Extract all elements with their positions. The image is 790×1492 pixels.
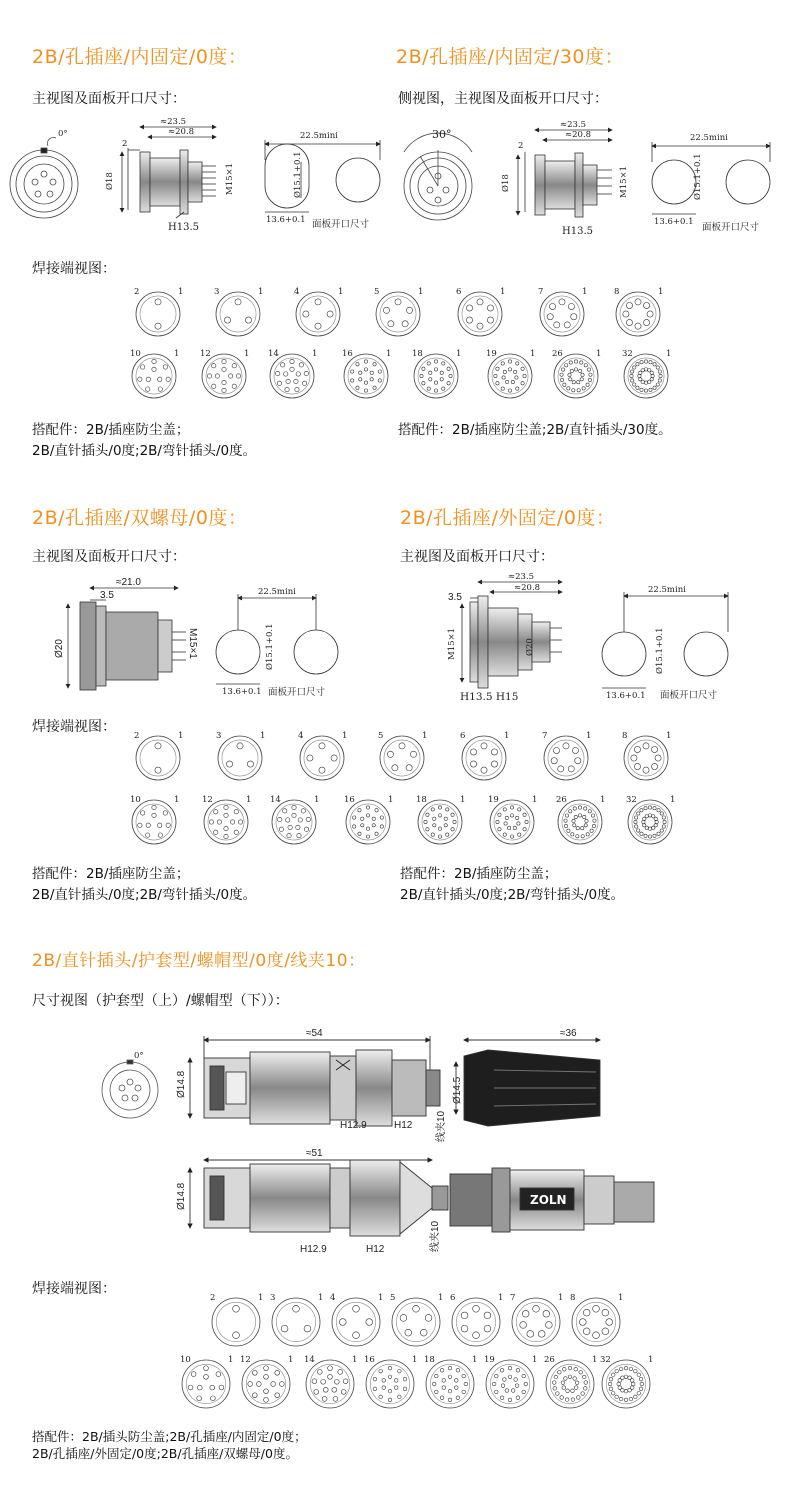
solder-outline-r3b-12 (242, 1360, 290, 1408)
angle-label-0-plug: 0° (134, 1051, 144, 1061)
brand-logo: ZOLN (530, 1193, 567, 1207)
panel-cutout-double-nut (216, 594, 338, 684)
pin-one-label-r2b-19: 1 (532, 795, 538, 805)
side-view-inner-0deg (122, 127, 216, 218)
pin-one-label-r3a-2: 1 (258, 1293, 264, 1303)
dim-2-b: 2 (518, 141, 524, 151)
pin-count-label-r1a-2: 2 (134, 287, 140, 297)
dim-panel-15-1-b: Ø15.1+0.1 (693, 153, 703, 200)
dim-panel-22-5-a: 22.5mini (300, 131, 338, 141)
angle-label-30: 30° (432, 128, 452, 141)
solder-diagram-r1b-26pin (552, 349, 601, 398)
pin-one-label-r3b-12: 1 (288, 1355, 294, 1365)
dim-dia20-b: Ø20 (525, 638, 535, 656)
solder-outline-r3b-19 (486, 1360, 534, 1408)
pin-one-label-r3a-8: 1 (618, 1293, 624, 1303)
section-subtitle-inner-0deg: 主视图及面板开口尺寸： (32, 91, 186, 107)
pin-one-label-r3a-4: 1 (378, 1293, 384, 1303)
pin-one-label-r3b-26: 1 (592, 1355, 598, 1365)
pin-count-label-r1b-26: 26 (552, 349, 563, 359)
pin-count-label-r1a-6: 6 (456, 287, 462, 297)
plug-boot (456, 1040, 600, 1126)
solder-diagram-r3a-6pin (450, 1293, 503, 1346)
dim-dia18-a: Ø18 (105, 172, 115, 190)
dim-51: ≈51 (306, 1148, 323, 1159)
pin-count-label-r2b-18: 18 (416, 795, 427, 805)
pin-one-label-r2b-14: 1 (314, 795, 320, 805)
dim-h13-5-b: H13.5 (562, 226, 593, 237)
solder-diagram-r3b-18pin (424, 1355, 477, 1408)
panel-cutout-outer-0deg (602, 592, 728, 688)
dim-h12-b: H12 (366, 1244, 385, 1255)
dim-m15-d: M15×1 (447, 627, 457, 660)
fittings-outer-0deg-line2: 2B/直针插头/0度;2B/弯针插头/0度。 (400, 887, 625, 903)
dim-dia14-8-a: Ø14.8 (176, 1070, 187, 1098)
pin-one-label-r1b-16: 1 (386, 349, 392, 359)
solder-diagram-r2b-16pin (344, 795, 393, 844)
pin-one-label-r3b-16: 1 (412, 1355, 418, 1365)
solder-diagram-r1b-10pin (130, 349, 179, 398)
solder-diagram-r3b-32pin (600, 1355, 653, 1408)
solder-view-label-1: 焊接端视图： (32, 261, 116, 277)
section-title-inner-30deg: 2B/孔插座/内固定/30度： (396, 46, 625, 68)
pin-count-label-r1b-16: 16 (342, 349, 353, 359)
solder-diagram-r1a-8pin (614, 287, 663, 336)
solder-diagram-r2a-8pin (622, 731, 671, 780)
pin-one-label-r2b-18: 1 (460, 795, 466, 805)
pin-one-label-r3a-3: 1 (318, 1293, 324, 1303)
solder-diagram-r1b-12pin (200, 349, 249, 398)
section-subtitle-inner-30deg: 侧视图，主视图及面板开口尺寸： (398, 91, 608, 107)
pin-one-label-r3a-5: 1 (438, 1293, 444, 1303)
dim-panel-22-5-b: 22.5mini (690, 133, 728, 143)
pin-one-label-r1a-7: 1 (582, 287, 588, 297)
solder-diagram-r1a-5pin (374, 287, 423, 336)
solder-diagram-r2b-26pin (556, 795, 605, 844)
pin-one-label-r1a-6: 1 (500, 287, 506, 297)
solder-diagram-r2b-14pin (270, 795, 319, 844)
dim-2-a: 2 (122, 139, 128, 149)
solder-outline-r1b-16 (344, 354, 388, 398)
dim-3-5-a: 3.5 (100, 590, 114, 601)
pin-count-label-r2a-6: 6 (460, 731, 466, 741)
fittings-plug-line1: 搭配件：2B/插头防尘盖;2B/孔插座/内固定/0度； (32, 1429, 307, 1444)
pin-count-label-r2a-8: 8 (622, 731, 628, 741)
pin-count-label-r2b-16: 16 (344, 795, 355, 805)
solder-diagram-r1b-19pin (486, 349, 535, 398)
pin-count-label-r2b-10: 10 (130, 795, 141, 805)
angle-label-0: 0° (58, 129, 68, 139)
solder-diagram-r3a-5pin (390, 1293, 443, 1346)
pin-one-label-r1b-10: 1 (174, 349, 180, 359)
pin-one-label-r2a-4: 1 (342, 731, 348, 741)
dim-36: ≈36 (560, 1028, 577, 1039)
section-title-outer-0deg: 2B/孔插座/外固定/0度： (400, 507, 616, 529)
pin-count-label-r1a-7: 7 (538, 287, 544, 297)
solder-diagram-r1a-3pin (214, 287, 263, 336)
solder-outline-r2b-14 (272, 800, 316, 844)
pin-one-label-r1a-5: 1 (418, 287, 424, 297)
pin-count-label-r3a-5: 5 (390, 1293, 396, 1303)
dim-23-5-a: ≈23.5 (160, 117, 187, 127)
solder-diagram-r1a-2pin (134, 287, 183, 336)
solder-diagram-r3b-12pin (240, 1355, 293, 1408)
pin-count-label-r3b-10: 10 (180, 1355, 191, 1365)
pin-count-label-r2b-26: 26 (556, 795, 567, 805)
pin-one-label-r3a-7: 1 (558, 1293, 564, 1303)
solder-diagram-r3a-8pin (570, 1293, 623, 1346)
solder-outline-r2b-12 (204, 800, 248, 844)
solder-diagram-r1b-14pin (268, 349, 317, 398)
fittings-outer-0deg-line1: 搭配件：2B/插座防尘盖； (400, 866, 558, 882)
solder-diagram-r2b-10pin (130, 795, 179, 844)
pin-count-label-r1a-3: 3 (214, 287, 220, 297)
solder-diagram-r2a-2pin (134, 731, 183, 780)
side-view-outer-0deg (462, 582, 562, 688)
solder-outline-r1b-10 (132, 354, 176, 398)
solder-diagram-r1a-6pin (456, 287, 505, 336)
pin-count-label-r2b-19: 19 (488, 795, 499, 805)
solder-outline-r2b-19 (490, 800, 534, 844)
solder-diagram-r3a-7pin (510, 1293, 563, 1346)
plug-nut-type (190, 1160, 448, 1236)
dim-20-8-a: ≈20.8 (168, 127, 195, 137)
pin-count-label-r1b-32: 32 (622, 349, 633, 359)
pin-count-label-r3a-6: 6 (450, 1293, 456, 1303)
pin-one-label-r3b-10: 1 (228, 1355, 234, 1365)
pin-count-label-r1b-12: 12 (200, 349, 211, 359)
pin-one-label-r2b-12: 1 (246, 795, 252, 805)
dim-3-5-b: 3.5 (448, 592, 462, 603)
pin-one-label-r1b-26: 1 (596, 349, 602, 359)
dim-h12-a: H12 (394, 1120, 413, 1131)
solder-diagram-r2a-5pin (378, 731, 427, 780)
section-title-inner-0deg: 2B/孔插座/内固定/0度： (32, 46, 248, 68)
pin-count-label-r2a-7: 7 (542, 731, 548, 741)
dim-panel-22-5-c: 22.5mini (258, 587, 296, 597)
pin-count-label-r3b-19: 19 (484, 1355, 495, 1365)
solder-diagram-r3b-26pin (544, 1355, 597, 1408)
solder-diagram-r3b-14pin (304, 1355, 357, 1408)
solder-diagram-r1b-16pin (342, 349, 391, 398)
pin-one-label-r2b-32: 1 (670, 795, 676, 805)
section-title-plug: 2B/直针插头/护套型/螺帽型/0度/线夹10： (32, 951, 366, 971)
solder-diagram-r3b-19pin (484, 1355, 537, 1408)
solder-diagram-r3b-10pin (180, 1355, 233, 1408)
pin-count-label-r2a-2: 2 (134, 731, 140, 741)
fittings-plug-line2: 2B/孔插座/外固定/0度;2B/孔插座/双螺母/0度。 (32, 1446, 298, 1461)
face-view-inner-0deg (10, 137, 78, 218)
solder-end-views (130, 287, 675, 1408)
solder-diagram-r1b-18pin (412, 349, 461, 398)
solder-view-label-3: 焊接端视图： (32, 1281, 116, 1297)
dim-20-8-b: ≈20.8 (565, 130, 592, 140)
panel-label-b: 面板开口尺寸 (702, 222, 760, 233)
dim-clamp-b: 线夹10 (430, 1220, 441, 1252)
pin-count-label-r3b-14: 14 (304, 1355, 315, 1365)
side-view-double-nut (68, 588, 186, 690)
solder-outline-r1b-18 (414, 354, 458, 398)
pin-one-label-r2a-5: 1 (422, 731, 428, 741)
solder-outline-r1b-12 (202, 354, 246, 398)
dim-dia14-5: Ø14.5 (452, 1076, 463, 1104)
pin-one-label-r3b-32: 1 (648, 1355, 654, 1365)
solder-diagram-r2a-4pin (298, 731, 347, 780)
dim-20-8-c: ≈20.8 (514, 583, 541, 593)
solder-diagram-r2b-32pin (626, 795, 675, 844)
solder-outline-r3b-16 (366, 1360, 414, 1408)
fittings-double-nut-line2: 2B/直针插头/0度;2B/弯针插头/0度。 (32, 887, 257, 903)
panel-cutout-inner-0deg (265, 140, 380, 212)
fittings-inner-30deg-line1: 搭配件：2B/插座防尘盖;2B/直针插头/30度。 (398, 422, 672, 438)
pin-count-label-r2b-12: 12 (202, 795, 213, 805)
solder-diagram-r2b-12pin (202, 795, 251, 844)
pin-one-label-r1a-8: 1 (658, 287, 664, 297)
pin-one-label-r1b-12: 1 (244, 349, 250, 359)
dim-23-5-b: ≈23.5 (560, 120, 587, 130)
pin-count-label-r3b-16: 16 (364, 1355, 375, 1365)
dim-panel-13-6-b: 13.6+0.1 (654, 217, 694, 227)
pin-one-label-r3b-19: 1 (532, 1355, 538, 1365)
solder-outline-r1b-19 (488, 354, 532, 398)
pin-one-label-r2a-7: 1 (586, 731, 592, 741)
dim-h12-9-b: H12.9 (300, 1244, 327, 1255)
fittings-double-nut-line1: 搭配件：2B/插座防尘盖； (32, 866, 190, 882)
solder-diagram-r2b-18pin (416, 795, 465, 844)
pin-count-label-r1b-18: 18 (412, 349, 423, 359)
solder-diagram-r1b-32pin (622, 349, 671, 398)
dim-panel-22-5-d: 22.5mini (648, 585, 686, 595)
plug-sleeve-type (190, 1036, 440, 1126)
pin-count-label-r3b-26: 26 (544, 1355, 555, 1365)
solder-diagram-r2b-19pin (488, 795, 537, 844)
pin-count-label-r1a-4: 4 (294, 287, 300, 297)
pin-count-label-r3b-32: 32 (600, 1355, 611, 1365)
pin-one-label-r3a-6: 1 (498, 1293, 504, 1303)
pin-count-label-r2b-14: 14 (270, 795, 281, 805)
dim-54: ≈54 (306, 1028, 323, 1039)
pin-count-label-r3a-2: 2 (210, 1293, 216, 1303)
section-subtitle-outer-0deg: 主视图及面板开口尺寸： (400, 549, 554, 565)
dim-m15-c: M15×1 (187, 628, 198, 659)
pin-count-label-r3a-7: 7 (510, 1293, 516, 1303)
solder-diagram-r2a-7pin (542, 731, 591, 780)
fittings-inner-0deg-line1: 搭配件：2B/插座防尘盖； (32, 422, 190, 438)
panel-label-c: 面板开口尺寸 (268, 687, 326, 698)
panel-cutout-inner-30deg (652, 142, 770, 214)
pin-count-label-r1a-5: 5 (374, 287, 380, 297)
pin-count-label-r3a-8: 8 (570, 1293, 576, 1303)
pin-one-label-r1b-32: 1 (666, 349, 672, 359)
dim-21-0: ≈21.0 (116, 577, 141, 588)
pin-one-label-r1a-2: 1 (178, 287, 184, 297)
solder-diagram-r2a-3pin (216, 731, 265, 780)
pin-one-label-r1a-4: 1 (338, 287, 344, 297)
pin-one-label-r2b-16: 1 (388, 795, 394, 805)
solder-outline-r3b-10 (182, 1360, 230, 1408)
pin-count-label-r3a-3: 3 (270, 1293, 276, 1303)
dim-h13-5-h15: H13.5 H15 (460, 691, 519, 703)
dim-panel-15-1-d: Ø15.1+0.1 (655, 627, 665, 674)
solder-outline-r1b-32 (624, 354, 668, 398)
face-view-plug (102, 1060, 158, 1118)
pin-count-label-r1a-8: 8 (614, 287, 620, 297)
dim-dia18-b: Ø18 (501, 174, 511, 192)
dim-panel-15-1-a: Ø15.1+0.1 (293, 151, 303, 198)
pin-one-label-r2a-3: 1 (260, 731, 266, 741)
pin-one-label-r3b-14: 1 (352, 1355, 358, 1365)
pin-one-label-r2a-8: 1 (666, 731, 672, 741)
pin-count-label-r2a-5: 5 (378, 731, 384, 741)
solder-outline-r2b-18 (418, 800, 462, 844)
pin-one-label-r2b-10: 1 (174, 795, 180, 805)
pin-one-label-r3b-18: 1 (472, 1355, 478, 1365)
solder-view-label-2: 焊接端视图： (32, 719, 116, 735)
solder-diagram-r3a-2pin (210, 1293, 263, 1346)
pin-one-label-r1b-18: 1 (456, 349, 462, 359)
pin-one-label-r2a-6: 1 (504, 731, 510, 741)
pin-count-label-r1b-10: 10 (130, 349, 141, 359)
fittings-inner-0deg-line2: 2B/直针插头/0度;2B/弯针插头/0度。 (32, 443, 257, 459)
solder-diagram-r1a-7pin (538, 287, 587, 336)
dim-23-5-c: ≈23.5 (508, 572, 535, 582)
solder-outline-r1b-14 (270, 354, 314, 398)
panel-label-a: 面板开口尺寸 (312, 219, 370, 230)
dim-dia14-8-b: Ø14.8 (176, 1182, 187, 1210)
dim-clamp-a: 线夹10 (436, 1110, 447, 1142)
dim-panel-13-6-c: 13.6+0.1 (222, 687, 262, 697)
dim-panel-13-6-d: 13.6+0.1 (606, 691, 646, 701)
solder-diagram-r3a-4pin (330, 1293, 383, 1346)
pin-one-label-r2a-2: 1 (178, 731, 184, 741)
dim-dia20-a: Ø20 (54, 639, 65, 658)
dim-h12-9-a: H12.9 (340, 1120, 367, 1131)
solder-diagram-r3a-3pin (270, 1293, 323, 1346)
solder-outline-r3b-32 (602, 1360, 650, 1408)
side-view-inner-30deg (518, 130, 612, 217)
dim-m15-b: M15×1 (619, 165, 629, 198)
pin-count-label-r3b-18: 18 (424, 1355, 435, 1365)
solder-diagram-r3b-16pin (364, 1355, 417, 1408)
pin-one-label-r1b-19: 1 (530, 349, 536, 359)
panel-label-d: 面板开口尺寸 (660, 690, 718, 701)
pin-one-label-r2b-26: 1 (600, 795, 606, 805)
solder-diagram-r2a-6pin (460, 731, 509, 780)
pin-count-label-r1b-19: 19 (486, 349, 497, 359)
dim-h13-5-a: H13.5 (168, 222, 199, 233)
solder-outline-r2b-10 (132, 800, 176, 844)
pin-count-label-r3b-12: 12 (240, 1355, 251, 1365)
pin-count-label-r2a-3: 3 (216, 731, 222, 741)
pin-one-label-r1b-14: 1 (312, 349, 318, 359)
solder-diagram-r1a-4pin (294, 287, 343, 336)
solder-outline-r3b-18 (426, 1360, 474, 1408)
section-subtitle-plug: 尺寸视图（护套型（上）/螺帽型（下））： (32, 993, 289, 1009)
solder-outline-r2b-16 (346, 800, 390, 844)
pin-count-label-r2a-4: 4 (298, 731, 304, 741)
solder-outline-r3b-14 (306, 1360, 354, 1408)
section-title-double-nut: 2B/孔插座/双螺母/0度： (32, 507, 248, 529)
pin-count-label-r2b-32: 32 (626, 795, 637, 805)
dim-panel-13-6-a: 13.6+0.1 (266, 215, 306, 225)
dim-m15-a: M15×1 (225, 162, 235, 195)
section-subtitle-double-nut: 主视图及面板开口尺寸： (32, 549, 186, 565)
pin-count-label-r3a-4: 4 (330, 1293, 336, 1303)
pin-count-label-r1b-14: 14 (268, 349, 279, 359)
pin-one-label-r1a-3: 1 (258, 287, 264, 297)
dim-panel-15-1-c: Ø15.1+0.1 (265, 623, 275, 670)
face-view-inner-30deg (404, 133, 472, 220)
solder-outline-r2b-32 (628, 800, 672, 844)
